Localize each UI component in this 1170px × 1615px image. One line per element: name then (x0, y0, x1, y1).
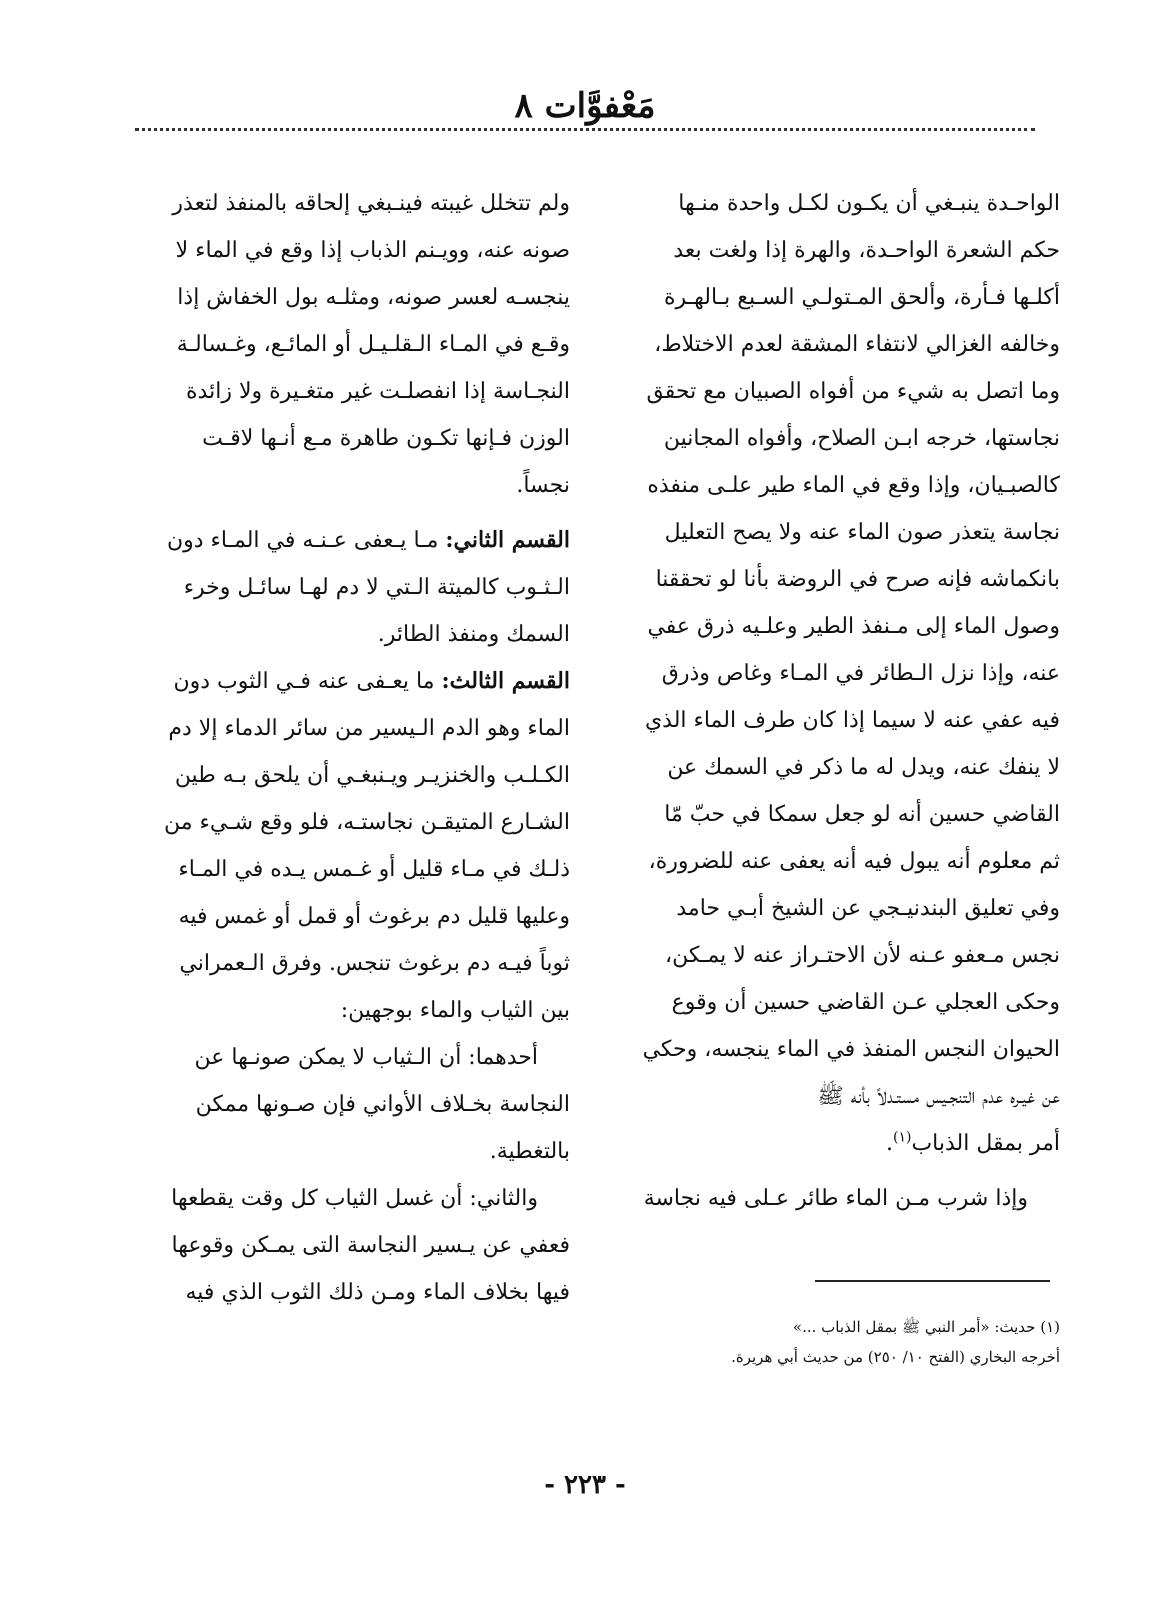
section-term: القسم الثالث: (441, 668, 570, 694)
footnote-ref[interactable]: (١) (892, 1129, 912, 1146)
line-text: ما يعـفى عنه فـي الثوب دون (173, 669, 442, 694)
text-line: وفي تعليق البندنيـجي عن الشيخ أبـي حامد (676, 896, 1060, 921)
section-heading-line (130, 658, 570, 705)
text-line: الحيوان النجس المنفذ في الماء ينجسه، وحكي (642, 1037, 1060, 1062)
line-text: مـا يـعفى عـنـه في المـاء دون (166, 528, 446, 553)
text-line: النجاسة بخـلاف الأواني فإن صـونها ممكن (195, 1092, 570, 1117)
text-line: الشـارع المتيقـن نجاستـه، فلو وقع شـيء من (164, 810, 570, 835)
text-line: الـثـوب كالميتة الـتي لا دم لهـا سائـل وخرء (183, 575, 570, 600)
section-heading-line (130, 517, 570, 564)
text-line: نجاسة يتعذر صون الماء عنه ولا يصح التعليل (664, 520, 1060, 545)
text-line: ثم معلوم أنه يبول فيه أنه يعفى عنه للضرورة، (648, 849, 1060, 874)
text-line: نجس مـعفو عـنه لأن الاحتـراز عنه لا يمـكن، (665, 943, 1060, 968)
text-line: ينجسـه لعسر صونه، ومثلـه بول الخفاش إذا (177, 285, 570, 310)
running-title: مَعْفوَّات ٨ (514, 86, 656, 126)
text-line: والثاني: أن غسل الثياب كل وقت يقطعها (171, 1186, 538, 1211)
text-line: وصول الماء إلى مـنفذ الطير وعلـيه ذرق عفي (647, 614, 1060, 639)
text-line: الكـلـب والخنزيـر ويـنبغـي أن يلحق بـه طين (174, 763, 570, 788)
text-line: ذلـك في مـاء قليل أو غـمس يـده في المـاء (178, 857, 570, 882)
text-line: بانكماشه فإنه صرح في الروضة بأنا لو تحققنا (655, 567, 1060, 592)
text-line: وحكى العجلي عـن القاضي حسين أن وقوع (671, 990, 1060, 1015)
text-line: حكم الشعرة الواحـدة، والهرة إذا ولغت بعد (673, 238, 1060, 263)
right-column (620, 180, 1060, 1222)
text-line: وخالفه الغزالي لانتفاء المشقة لعدم الاختلاط، (654, 332, 1060, 357)
text-line: لا ينفك عنه، ويدل له ما ذكر في السمك عن (667, 755, 1060, 780)
page-header (135, 82, 1035, 142)
footnote-line: أخرجه البخاري (الفتح ١٠/ ٢٥٠) من حديث أبي هريرة. (731, 1348, 1060, 1366)
text-line: النجـاسة إذا انفصلـت غير متغـيرة ولا زائدة (186, 379, 570, 404)
footnote-rule (815, 1280, 1050, 1282)
text-line: وقـع في المـاء الـقلـيـل أو المائـع، وغـسالـة (176, 332, 570, 357)
text-line: الوزن فـإنها تكـون طاهرة مـع أنـها لاقـت (202, 426, 570, 451)
text-line: السمك ومنفذ الطائر. (377, 622, 570, 647)
text-line: ولم تتخلل غيبته فينـبغي إلحاقه بالمنفذ لتعذر (172, 191, 570, 216)
text-line: بين الثياب والماء بوجهين: (340, 998, 570, 1023)
text-line: عنه، وإذا نزل الـطائر في المـاء وغاص وذرق (661, 661, 1060, 686)
text-line-with-footnote (620, 1120, 1060, 1167)
text-line: نجاستها، خرجه ابـن الصلاح، وأفواه المجانين (663, 426, 1060, 451)
paragraph-start: وإذا شرب مـن الماء طائر عـلى فيه نجاسة (643, 1186, 1028, 1211)
text-line: الواحـدة ينبـغي أن يكـون لكـل واحدة منـها (678, 191, 1060, 216)
text-line: فعفي عن يـسير النجاسة التى يمـكن وقوعها (171, 1233, 570, 1258)
line-end: . (885, 1131, 893, 1156)
text-line: فيه عفي عنه لا سيما إذا كان طرف الماء الذي (644, 708, 1060, 733)
text-line: وما اتصل به شيء من أفواه الصبيان مع تحقق (646, 379, 1060, 404)
section-term: القسم الثاني: (445, 527, 570, 553)
line-text: أمر بمقل الذباب (911, 1131, 1060, 1156)
text-line: بالتغطية. (489, 1139, 570, 1164)
footnotes (620, 1312, 1060, 1372)
text-line: أحدهما: أن الـثياب لا يمكن صونـها عن (194, 1045, 538, 1070)
text-line: صونه عنه، وويـنم الذباب إذا وقع في الماء لا (175, 238, 570, 263)
page-number: - ٢٢٣ - (544, 1470, 626, 1500)
footnote-line: (١) حديث: «أمر النبي ﷺ بمقل الذباب ...» (792, 1318, 1060, 1336)
text-line: أكلـها فـأرة، وألحق المـتولـي السـبع بـالهـرة (664, 285, 1060, 310)
header-dotted-rule (135, 128, 1035, 131)
left-column (130, 180, 570, 1316)
text-line: عن غيـره عدم التنجـيس مستـدلاً بأنه ﷺ (817, 1084, 1060, 1109)
text-line: وعليها قليل دم برغوث أو قمل أو غمس فيه (178, 904, 570, 929)
text-line: نجساً. (516, 473, 570, 498)
text-line: ثوباً فيـه دم برغوث تنجس. وفرق الـعمراني (179, 951, 570, 976)
text-line: الماء وهو الدم الـيسير من سائر الدماء إلا دم (168, 716, 570, 741)
text-line: فيها بخلاف الماء ومـن ذلك الثوب الذي فيه (185, 1280, 570, 1305)
text-line: كالصبـيان، وإذا وقع في الماء طير علـى منفذه (647, 473, 1060, 498)
text-line: القاضي حسين أنه لو جعل سمكا في حبّ مّا (664, 802, 1060, 827)
